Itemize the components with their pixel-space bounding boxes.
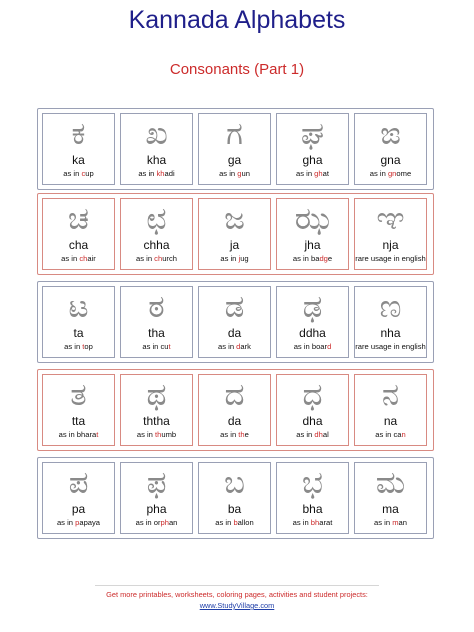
- consonant-card: [276, 198, 349, 270]
- example-text: an: [168, 518, 178, 527]
- pronunciation-example: [199, 169, 270, 179]
- example-highlight: ch: [79, 254, 88, 263]
- example-text: as in ba: [292, 254, 320, 263]
- example-text: e: [327, 254, 333, 263]
- transliteration: cha: [68, 238, 89, 252]
- example-text: up: [85, 169, 94, 178]
- transliteration: tta: [71, 414, 86, 428]
- footer-divider: [95, 585, 379, 586]
- example-highlight: kh: [156, 169, 165, 178]
- example-text: rare usage in english: [355, 254, 426, 263]
- kannada-glyph: ಖ: [145, 116, 168, 152]
- pronunciation-example: [199, 254, 270, 264]
- transliteration: pa: [71, 502, 86, 516]
- kannada-glyph: ಢ: [302, 289, 323, 325]
- pronunciation-example: [355, 342, 426, 352]
- kannada-glyph: ತ: [70, 377, 87, 413]
- example-text: as in: [136, 254, 155, 263]
- page-subtitle: Consonants (Part 1): [169, 61, 305, 78]
- example-text: as in ca: [375, 430, 402, 439]
- example-text: as in: [374, 518, 393, 527]
- transliteration: gna: [380, 153, 401, 167]
- kannada-glyph: ಮ: [375, 465, 406, 501]
- example-text: as in cu: [142, 342, 169, 351]
- consonant-card: [120, 462, 193, 534]
- consonant-row: [37, 369, 434, 451]
- transliteration: nja: [382, 238, 399, 252]
- pronunciation-example: [277, 342, 348, 352]
- transliteration: ga: [227, 153, 242, 167]
- pronunciation-example: [43, 342, 114, 352]
- consonant-card: [198, 198, 271, 270]
- transliteration: da: [227, 326, 242, 340]
- pronunciation-example: [121, 430, 192, 440]
- kannada-glyph: ಕ: [71, 116, 86, 152]
- pronunciation-example: [277, 254, 348, 264]
- example-highlight: n: [401, 430, 406, 439]
- example-highlight: dg: [319, 254, 328, 263]
- pronunciation-example: [121, 169, 192, 179]
- example-highlight: g: [237, 169, 242, 178]
- transliteration: ta: [73, 326, 84, 340]
- transliteration: tha: [148, 326, 165, 340]
- consonant-card: [42, 374, 115, 446]
- consonant-card: [42, 198, 115, 270]
- consonant-card: [276, 286, 349, 358]
- example-highlight: ch: [154, 254, 163, 263]
- pronunciation-example: [355, 518, 426, 528]
- transliteration: bha: [302, 502, 323, 516]
- example-text: as in: [64, 342, 83, 351]
- example-highlight: dh: [314, 430, 323, 439]
- footer-link[interactable]: www.StudyVillage.com: [199, 601, 275, 610]
- example-highlight: b: [233, 518, 238, 527]
- example-highlight: t: [168, 342, 171, 351]
- pronunciation-example: [277, 518, 348, 528]
- example-text: as in: [219, 169, 238, 178]
- kannada-glyph: ದ: [224, 377, 245, 413]
- kannada-glyph: ಚ: [67, 201, 90, 237]
- example-text: as in bhara: [58, 430, 97, 439]
- example-text: at: [322, 169, 329, 178]
- example-text: as in: [369, 169, 388, 178]
- pronunciation-example: [277, 430, 348, 440]
- example-text: as in: [56, 518, 76, 527]
- consonant-row: [37, 457, 434, 539]
- example-highlight: ph: [160, 518, 169, 527]
- consonant-card: [120, 198, 193, 270]
- kannada-glyph: ಡ: [224, 289, 245, 325]
- example-text: apaya: [79, 518, 101, 527]
- example-highlight: gh: [314, 169, 323, 178]
- kannada-glyph: ಭ: [301, 465, 324, 501]
- example-text: as in boar: [293, 342, 328, 351]
- transliteration: dha: [302, 414, 323, 428]
- consonant-card: [120, 113, 193, 185]
- example-text: al: [322, 430, 329, 439]
- consonant-card: [354, 286, 427, 358]
- consonant-card: [198, 462, 271, 534]
- transliteration: nha: [380, 326, 401, 340]
- kannada-glyph: ಬ: [224, 465, 245, 501]
- example-text: as in: [292, 518, 311, 527]
- example-highlight: th: [155, 430, 162, 439]
- pronunciation-example: [43, 518, 114, 528]
- pronunciation-example: [355, 254, 426, 264]
- pronunciation-example: [355, 169, 426, 179]
- kannada-glyph: ಘ: [300, 116, 325, 152]
- kannada-glyph: ಣ: [379, 289, 402, 325]
- example-text: an: [398, 518, 407, 527]
- transliteration: gha: [302, 153, 323, 167]
- transliteration: jha: [304, 238, 321, 252]
- transliteration: pha: [146, 502, 167, 516]
- consonant-row: [37, 108, 434, 190]
- transliteration: na: [383, 414, 398, 428]
- transliteration: kha: [146, 153, 167, 167]
- example-highlight: gn: [387, 169, 397, 178]
- pronunciation-example: [277, 169, 348, 179]
- example-highlight: th: [238, 430, 245, 439]
- example-highlight: t: [96, 430, 99, 439]
- page-title: Kannada Alphabets: [128, 6, 346, 34]
- example-highlight: d: [327, 342, 332, 351]
- transliteration: da: [227, 414, 242, 428]
- kannada-glyph: ಙ: [380, 116, 401, 152]
- consonant-card: [198, 286, 271, 358]
- transliteration: ththa: [143, 414, 170, 428]
- pronunciation-example: [199, 518, 270, 528]
- example-text: urch: [162, 254, 177, 263]
- example-text: as in: [296, 169, 315, 178]
- pronunciation-example: [43, 254, 114, 264]
- example-text: as in or: [135, 518, 161, 527]
- example-text: e: [244, 430, 249, 439]
- consonant-row: [37, 193, 434, 275]
- example-text: ug: [240, 254, 249, 263]
- consonant-card: [276, 374, 349, 446]
- kannada-glyph: ನ: [381, 377, 400, 413]
- consonant-card: [354, 198, 427, 270]
- example-text: as in: [215, 518, 234, 527]
- kannada-glyph: ಝ: [294, 201, 331, 237]
- transliteration: chha: [143, 238, 170, 252]
- kannada-glyph: ಫ: [146, 465, 167, 501]
- consonant-card: [354, 113, 427, 185]
- consonant-card: [354, 462, 427, 534]
- pronunciation-example: [121, 254, 192, 264]
- example-text: as in: [63, 169, 82, 178]
- example-highlight: j: [238, 254, 241, 263]
- example-text: ark: [240, 342, 251, 351]
- example-text: rare usage in english: [355, 342, 426, 351]
- example-highlight: m: [392, 518, 399, 527]
- kannada-glyph: ಟ: [68, 289, 89, 325]
- example-text: as in: [296, 430, 315, 439]
- consonant-card: [276, 462, 349, 534]
- example-text: allon: [237, 518, 254, 527]
- consonant-card: [120, 374, 193, 446]
- consonant-card: [354, 374, 427, 446]
- example-text: as in: [218, 342, 237, 351]
- consonant-row: [37, 281, 434, 363]
- consonant-card: [198, 374, 271, 446]
- transliteration: ka: [72, 153, 85, 167]
- footer-note: Get more printables, worksheets, coloring pages, activities and student projects:: [106, 590, 368, 599]
- consonant-card: [198, 113, 271, 185]
- consonant-card: [276, 113, 349, 185]
- example-highlight: d: [236, 342, 241, 351]
- transliteration: ba: [227, 502, 242, 516]
- kannada-glyph: ಜ: [224, 201, 245, 237]
- consonant-card: [42, 462, 115, 534]
- example-text: as in: [220, 254, 239, 263]
- example-text: umb: [161, 430, 177, 439]
- example-text: as in: [220, 430, 239, 439]
- kannada-glyph: ಞ: [376, 201, 405, 237]
- transliteration: ja: [229, 238, 240, 252]
- kannada-glyph: ಗ: [226, 116, 243, 152]
- example-text: arat: [319, 518, 333, 527]
- pronunciation-example: [121, 342, 192, 352]
- example-text: as in: [138, 169, 157, 178]
- kannada-glyph: ಪ: [68, 465, 89, 501]
- pronunciation-example: [43, 430, 114, 440]
- pronunciation-example: [43, 169, 114, 179]
- example-text: ome: [396, 169, 412, 178]
- consonant-card: [42, 286, 115, 358]
- kannada-glyph: ಥ: [146, 377, 167, 413]
- example-text: as in: [136, 430, 156, 439]
- example-highlight: bh: [310, 518, 320, 527]
- pronunciation-example: [199, 342, 270, 352]
- transliteration: ddha: [299, 326, 326, 340]
- consonant-card: [120, 286, 193, 358]
- example-highlight: p: [75, 518, 80, 527]
- example-text: adi: [164, 169, 175, 178]
- example-text: op: [84, 342, 93, 351]
- kannada-glyph: ಧ: [302, 377, 323, 413]
- example-text: un: [241, 169, 250, 178]
- pronunciation-example: [355, 430, 426, 440]
- example-text: as in: [61, 254, 80, 263]
- pronunciation-example: [199, 430, 270, 440]
- transliteration: ma: [382, 502, 399, 516]
- example-text: air: [87, 254, 96, 263]
- example-highlight: c: [81, 169, 86, 178]
- example-highlight: t: [82, 342, 85, 351]
- kannada-glyph: ಛ: [146, 201, 167, 237]
- consonant-card: [42, 113, 115, 185]
- pronunciation-example: [121, 518, 192, 528]
- kannada-glyph: ಠ: [148, 289, 165, 325]
